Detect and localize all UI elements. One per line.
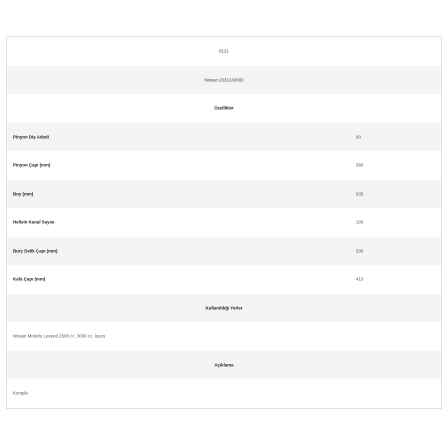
spec-row xyxy=(7,180,441,209)
spec-label: Pinyon Çapı (mm) xyxy=(13,162,51,168)
used-places-header-row xyxy=(7,294,441,323)
spec-value: 935 xyxy=(356,191,364,197)
description-row xyxy=(7,379,441,408)
spec-label: Boy (mm) xyxy=(13,191,34,197)
used-places-row xyxy=(7,322,441,351)
spec-value: 90 xyxy=(356,134,361,140)
spec-label: Burç Delik Çapı (mm) xyxy=(13,248,58,254)
spec-value: 410 xyxy=(356,276,364,282)
features-header: Özellikler xyxy=(214,105,234,111)
model-code-row xyxy=(7,66,441,95)
description-text: Komple xyxy=(13,390,28,396)
spec-value: 100 xyxy=(356,219,364,225)
spec-row xyxy=(7,237,441,266)
spec-row xyxy=(7,265,441,294)
spec-label: Helisin Kanal Sayısı xyxy=(13,219,55,225)
product-spec-table xyxy=(6,36,442,409)
spec-row xyxy=(7,151,441,180)
description-header: Açıklama xyxy=(214,362,234,368)
part-number: 6121 xyxy=(219,48,229,54)
spec-label: Kafa Çapı (mm) xyxy=(13,276,46,282)
spec-value: 360 xyxy=(356,162,364,168)
spec-row xyxy=(7,123,441,152)
part-number-row xyxy=(7,37,441,66)
used-places-header: Kullanıldığı Yerler xyxy=(205,305,243,311)
description-header-row xyxy=(7,351,441,380)
model-code: Nissan 2331243000 xyxy=(204,77,244,83)
spec-row xyxy=(7,208,441,237)
features-header-row xyxy=(7,94,441,123)
spec-label: Pinyon Diş Adedi xyxy=(13,134,49,140)
used-places-text: Nissan Motorlu Levend 2500 cc. 3000 cc. İsuzu xyxy=(13,333,106,339)
spec-value: 530 xyxy=(356,248,364,254)
